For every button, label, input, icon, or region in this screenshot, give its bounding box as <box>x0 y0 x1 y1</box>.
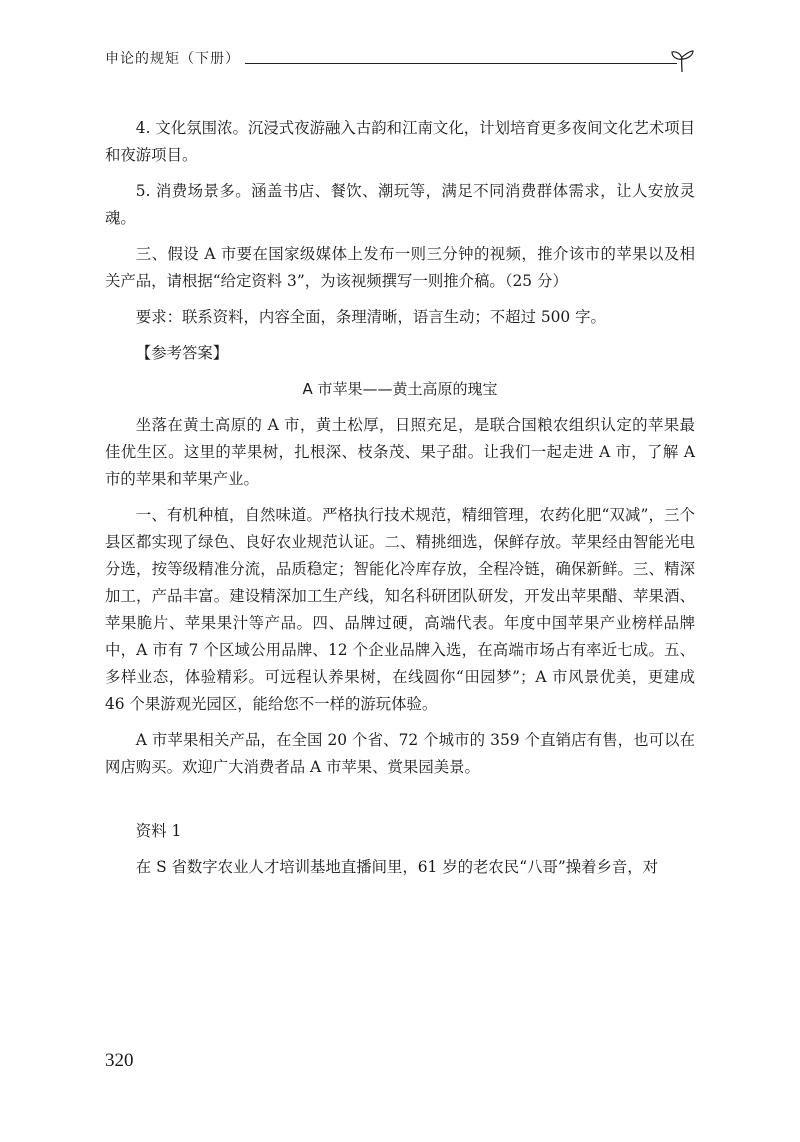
header-rule <box>245 63 677 64</box>
answer-label: 【参考答案】 <box>135 344 229 362</box>
page-content <box>105 115 695 890</box>
article-title: A 市苹果——黄土高原的瑰宝 <box>302 380 498 398</box>
requirement-paragraph: 要求：联系资料，内容全面，条理清晰，语言生动；不超过 500 字。 <box>135 308 606 326</box>
article-paragraph: 坐落在黄土高原的 A 市，黄土松厚，日照充足，是联合国粮农组织认定的苹果最佳优生区。这里的苹果树，扎根深、枝条茂、果子甜。让我们一起走进 A 市，了解 A 市的苹果和苹果产业。 <box>105 416 695 488</box>
paragraph: 5. 消费场景多。涵盖书店、餐饮、潮玩等，满足不同消费群体需求，让人安放灵魂。 <box>105 182 695 227</box>
material-label: 资料 1 <box>135 822 182 840</box>
page-number: 320 <box>105 1050 134 1071</box>
header-title: 申论的规矩（下册） <box>105 51 240 67</box>
paragraph: 4. 文化氛围浓。沉浸式夜游融入古韵和江南文化，计划培育更多夜间文化艺术项目和夜游项目。 <box>105 119 695 164</box>
section-gap <box>105 790 695 818</box>
running-header <box>105 48 695 78</box>
question-paragraph: 三、假设 A 市要在国家级媒体上发布一则三分钟的视频，推介该市的苹果以及相关产品，请根据“给定资料 3”，为该视频撰写一则推介稿。（25 分） <box>105 245 695 290</box>
material-paragraph: 在 S 省数字农业人才培训基地直播间里，61 岁的老农民“八哥”操着乡音，对 <box>135 858 659 876</box>
article-paragraph: A 市苹果相关产品，在全国 20 个省、72 个城市的 359 个直销店有售，也可以在网店购买。欢迎广大消费者品 A 市苹果、赏果园美景。 <box>105 731 695 776</box>
sprout-icon <box>669 48 695 74</box>
article-paragraph: 一、有机种植，自然味道。严格执行技术规范，精细管理，农药化肥“双减”，三个县区都实现了绿色、良好农业规范认证。二、精挑细选，保鲜存放。苹果经由智能光电分选，按等级精准分流，品质稳定；智能化冷库存放，全程冷链，确保新鲜。三、精深加工，产品丰富。建设精深加工生产线，知名科研团队研发，开发出苹果醋、苹果酒、苹果脆片、苹果果汁等产品。四、品牌过硬，高端代表。年度中国苹果产业榜样品牌中，A 市有 7 个区域公用品牌、12 个企业品牌入选，在高端市场占有率近七成。五、多样业态，体验精彩。可远程认养果树，在线圆你“田园梦”；A 市风景优美，更建成 46 个果游观光园区，能给您不一样的游玩体验。 <box>105 506 695 713</box>
